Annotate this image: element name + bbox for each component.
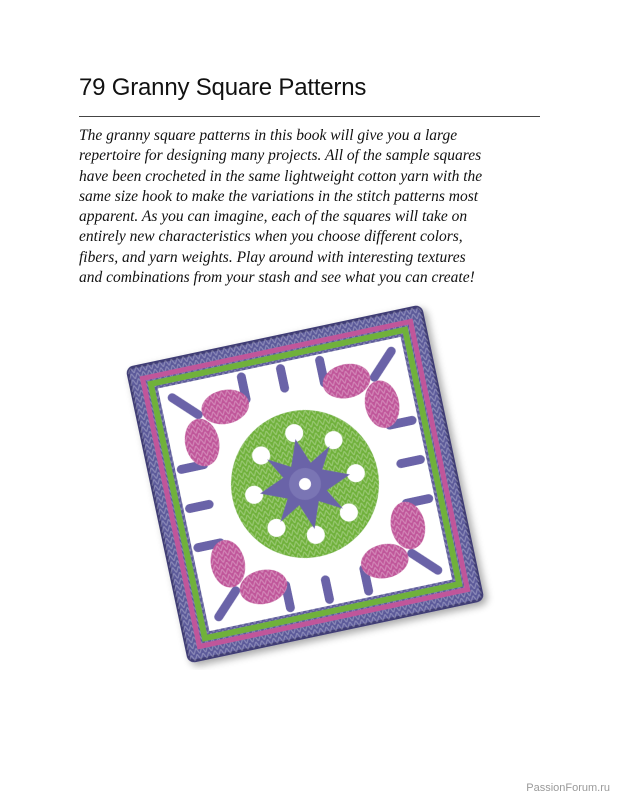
paragraph-line: entirely new characteristics when you choose different colors, [79,228,463,246]
watermark: PassionForum.ru [526,782,610,794]
paragraph-line: The granny square patterns in this book will give you a large [79,127,458,144]
paragraph-line: repertoire for designing many projects. All of the sample squares [79,147,482,165]
intro-paragraph [79,126,549,288]
paragraph-line: same size hook to make the variations in the stitch patterns most [79,187,479,205]
title-divider [79,116,540,117]
paragraph-line: fibers, and yarn weights. Play around with interesting textures [79,248,466,266]
paragraph-line: apparent. As you can imagine, each of the squares will take on [79,208,468,226]
page-title: 79 Granny Square Patterns [79,74,367,101]
granny-square-photo [120,300,500,670]
paragraph-line: have been crocheted in the same lightweight cotton yarn with the [79,167,483,185]
paragraph-line: and combinations from your stash and see what you can create! [79,269,475,287]
